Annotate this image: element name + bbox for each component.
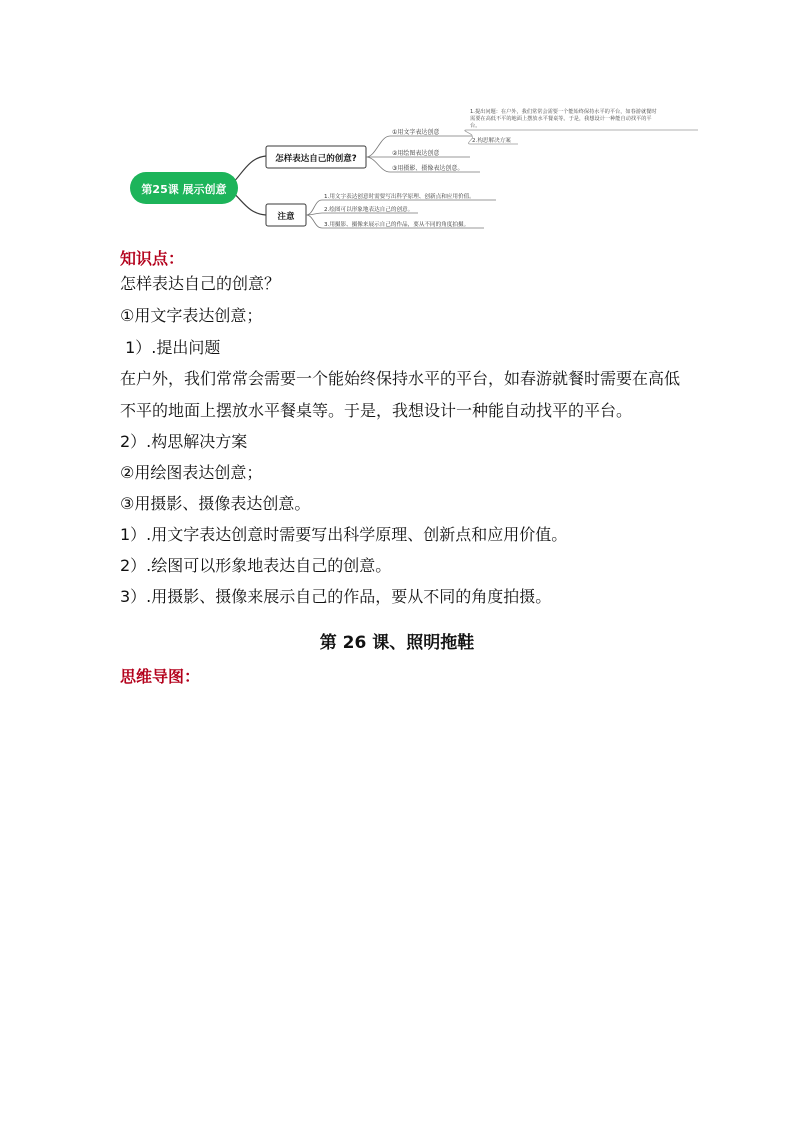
branch1-item-3: ③用摄影、摄像表达创意。 bbox=[392, 165, 464, 172]
branch2-item-3: 3.用摄影、摄像来展示自己的作品，要从不同的角度拍摄。 bbox=[324, 222, 470, 228]
branch1-subitem-4: 2.构思解决方案 bbox=[472, 138, 511, 144]
root-node-label: 第25课 展示创意 bbox=[141, 183, 227, 196]
mindmap-heading: 思维导图： bbox=[120, 667, 201, 686]
knowledge-line-6: 2）.构思解决方案 bbox=[120, 432, 248, 451]
lesson-26-title: 第 26 课、照明拖鞋 bbox=[319, 633, 475, 653]
knowledge-line-9: 1）.用文字表达创意时需要写出科学原理、创新点和应用价值。 bbox=[120, 525, 568, 544]
knowledge-line-4: 在户外，我们常常会需要一个能始终保持水平的平台，如春游就餐时需要在高低 bbox=[120, 369, 681, 388]
knowledge-line-11: 3）.用摄影、摄像来展示自己的作品，要从不同的角度拍摄。 bbox=[120, 587, 552, 606]
branch1-subitem-1: 1.提出问题：在户外，我们常常会需要一个能始终保持水平的平台，如春游就餐时 bbox=[470, 109, 657, 115]
branch-node-2-label: 注意 bbox=[277, 212, 295, 222]
mind-map-diagram bbox=[118, 100, 718, 240]
knowledge-line-3: 1）.提出问题 bbox=[120, 338, 221, 357]
branch2-item-1: 1.用文字表达创意时需要写出科学原理、创新点和应用价值。 bbox=[324, 194, 475, 200]
knowledge-line-2: ①用文字表达创意； bbox=[120, 306, 263, 325]
knowledge-line-10: 2）.绘图可以形象地表达自己的创意。 bbox=[120, 556, 392, 575]
knowledge-line-5: 不平的地面上摆放水平餐桌等。于是，我想设计一种能自动找平的平台。 bbox=[120, 401, 633, 420]
branch-node-1-label: 怎样表达自己的创意? bbox=[275, 154, 357, 164]
branch1-item-1: ①用文字表达创意 bbox=[392, 129, 440, 136]
branch1-subitem-2: 需要在高低不平的地面上摆放水平餐桌等。于是，我想设计一种能自动找平的平 bbox=[470, 116, 652, 122]
knowledge-heading: 知识点： bbox=[120, 249, 185, 268]
knowledge-line-8: ③用摄影、摄像表达创意。 bbox=[120, 494, 311, 513]
branch1-item-2: ②用绘图表达创意 bbox=[392, 150, 440, 157]
knowledge-line-7: ②用绘图表达创意； bbox=[120, 463, 263, 482]
branch1-subitem-3: 台。 bbox=[470, 123, 481, 129]
branch2-item-2: 2.绘图可以形象地表达自己的创意。 bbox=[324, 207, 414, 213]
knowledge-line-1: 怎样表达自己的创意？ bbox=[120, 274, 281, 293]
